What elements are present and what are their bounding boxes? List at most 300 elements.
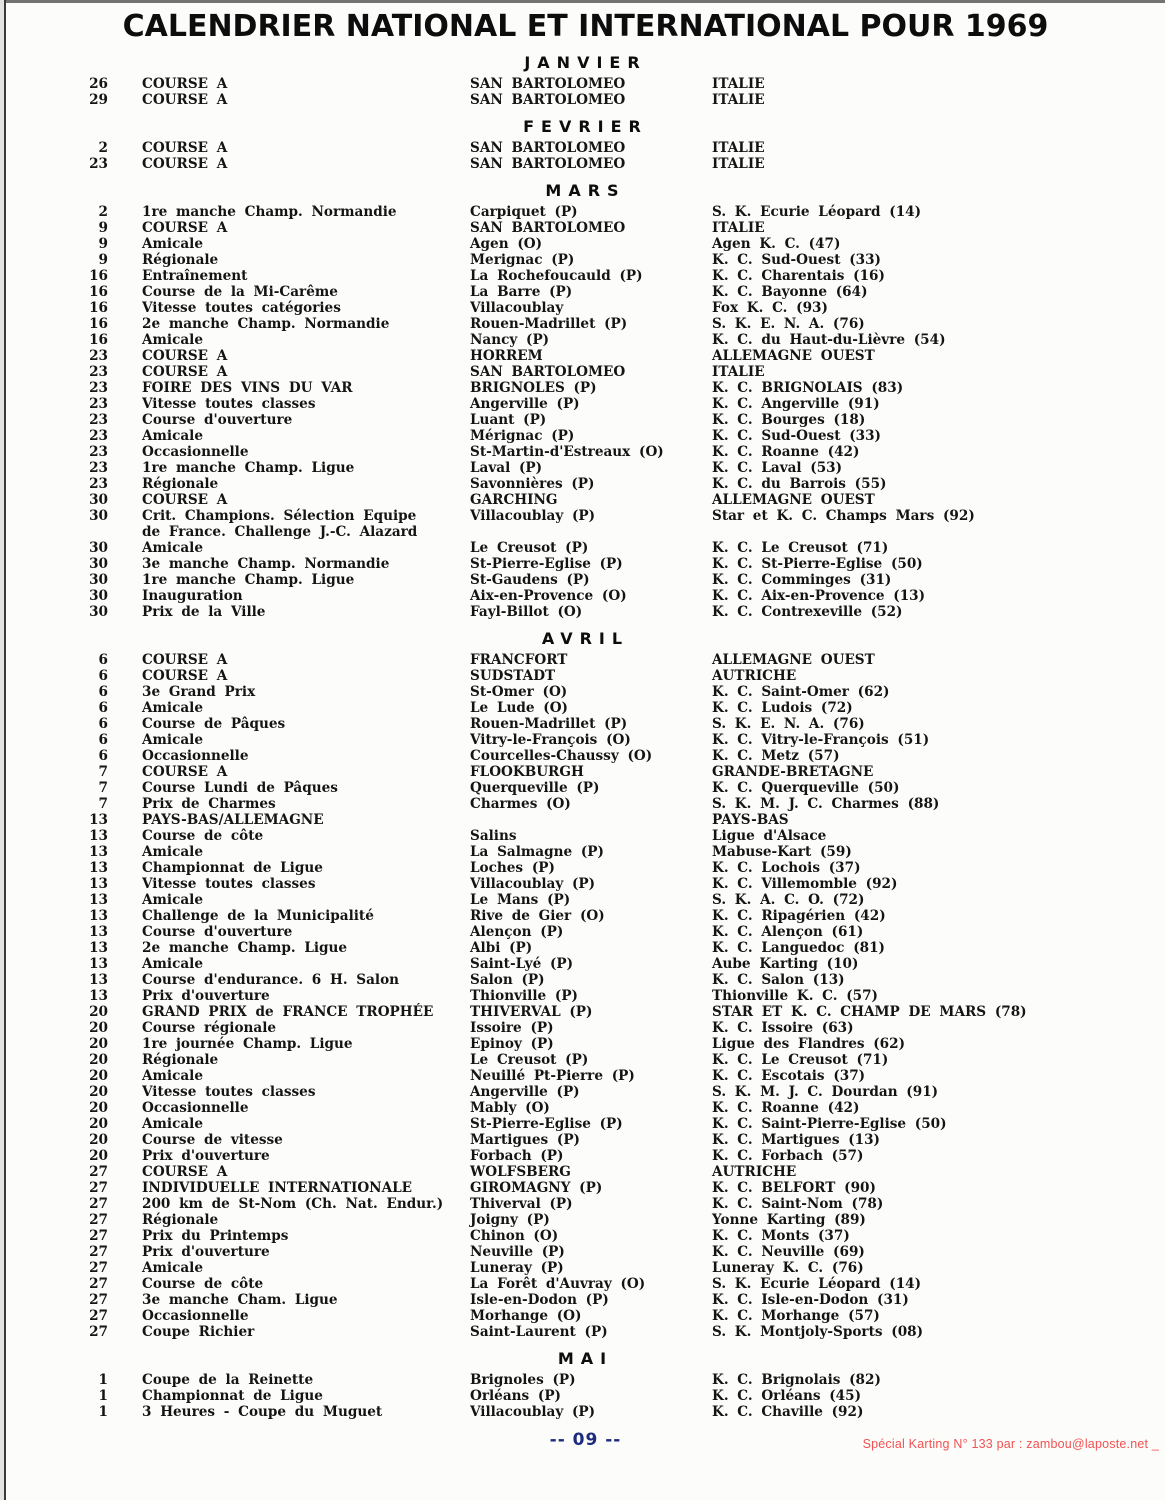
row-day: 1 — [98, 1404, 108, 1420]
row-organizer: ITALIE — [712, 364, 765, 380]
row-organizer: K. C. Bourges (18) — [712, 412, 866, 428]
row-event — [142, 1260, 470, 1276]
calendar-row — [6, 476, 1165, 492]
row-location: Albi (P) — [470, 940, 533, 956]
row-event-line1: Prix de Charmes — [142, 796, 276, 812]
row-location: Loches (P) — [470, 860, 555, 876]
row-event — [142, 1196, 470, 1212]
row-day: 16 — [89, 316, 108, 332]
row-event-line1: 2e manche Champ. Ligue — [142, 940, 348, 956]
row-event — [142, 1180, 470, 1196]
row-location: Villacoublay (P) — [470, 876, 596, 892]
row-event — [142, 156, 470, 172]
row-event-line1: COURSE A — [142, 668, 228, 684]
row-event — [142, 364, 470, 380]
calendar-row — [6, 220, 1165, 236]
row-day: 20 — [89, 1052, 108, 1068]
row-event-line1: COURSE A — [142, 220, 228, 236]
row-day: 30 — [89, 540, 108, 556]
row-location: THIVERVAL (P) — [470, 1004, 593, 1020]
row-location: Morhange (O) — [470, 1308, 582, 1324]
calendar-row — [6, 1196, 1165, 1212]
row-event-line1: COURSE A — [142, 1164, 228, 1180]
row-day: 7 — [98, 780, 108, 796]
row-event-line1: COURSE A — [142, 492, 228, 508]
row-event — [142, 1036, 470, 1052]
month-section — [6, 54, 1165, 108]
row-organizer: K. C. Comminges (31) — [712, 572, 892, 588]
row-event-line1: 2e manche Champ. Normandie — [142, 316, 390, 332]
row-organizer: Mabuse-Kart (59) — [712, 844, 852, 860]
row-location: Salon (P) — [470, 972, 545, 988]
row-day: 30 — [89, 588, 108, 604]
row-event — [142, 940, 470, 956]
calendar-row — [6, 252, 1165, 268]
row-organizer: K. C. Morhange (57) — [712, 1308, 880, 1324]
row-day: 13 — [89, 892, 108, 908]
calendar-row — [6, 604, 1165, 620]
calendar-row — [6, 412, 1165, 428]
row-day: 23 — [89, 156, 108, 172]
row-organizer: K. C. Forbach (57) — [712, 1148, 864, 1164]
row-location: Chinon (O) — [470, 1228, 559, 1244]
calendar-row — [6, 332, 1165, 348]
row-event-line1: Amicale — [142, 700, 203, 716]
row-event — [142, 716, 470, 732]
row-organizer: PAYS-BAS — [712, 812, 789, 828]
calendar-row — [6, 508, 1165, 540]
month-header: AVRIL — [541, 629, 630, 648]
row-location: Le Mans (P) — [470, 892, 571, 908]
row-location: Villacoublay (P) — [470, 508, 596, 524]
calendar-row — [6, 316, 1165, 332]
row-event-line1: Course de la Mi-Carême — [142, 284, 338, 300]
row-day: 13 — [89, 876, 108, 892]
row-event — [142, 508, 470, 540]
calendar-row — [6, 572, 1165, 588]
row-event-line1: Amicale — [142, 956, 203, 972]
row-organizer: ITALIE — [712, 156, 765, 172]
row-organizer: K. C. Chaville (92) — [712, 1404, 864, 1420]
row-day: 16 — [89, 300, 108, 316]
row-event — [142, 748, 470, 764]
row-event — [142, 1132, 470, 1148]
row-day: 20 — [89, 1020, 108, 1036]
row-organizer: K. C. Metz (57) — [712, 748, 840, 764]
row-event-line1: 1re manche Champ. Normandie — [142, 204, 397, 220]
calendar-row — [6, 892, 1165, 908]
row-day: 7 — [98, 764, 108, 780]
row-event — [142, 812, 470, 828]
row-event-line1: Amicale — [142, 1068, 203, 1084]
row-organizer: Thionville K. C. (57) — [712, 988, 878, 1004]
calendar-row — [6, 1036, 1165, 1052]
row-organizer: ALLEMAGNE OUEST — [712, 492, 875, 508]
row-day: 30 — [89, 604, 108, 620]
row-day: 6 — [98, 748, 108, 764]
row-location: SAN BARTOLOMEO — [470, 140, 626, 156]
row-location: Orléans (P) — [470, 1388, 561, 1404]
calendar-row — [6, 812, 1165, 828]
row-location: SUDSTADT — [470, 668, 556, 684]
row-location: La Salmagne (P) — [470, 844, 604, 860]
calendar-row — [6, 236, 1165, 252]
month-rows — [6, 1372, 1165, 1420]
row-event — [142, 252, 470, 268]
row-event-line1: Occasionnelle — [142, 1100, 249, 1116]
row-event — [142, 396, 470, 412]
row-organizer: K. C. Sud-Ouest (33) — [712, 252, 881, 268]
row-event-line2: de France. Challenge J.-C. Alazard — [142, 524, 418, 540]
row-day: 16 — [89, 268, 108, 284]
calendar-row — [6, 700, 1165, 716]
calendar-row — [6, 1116, 1165, 1132]
row-day: 7 — [98, 796, 108, 812]
row-organizer: S. K. E. N. A. (76) — [712, 716, 865, 732]
row-event — [142, 476, 470, 492]
row-event-line1: Course Lundi de Pâques — [142, 780, 338, 796]
row-day: 6 — [98, 700, 108, 716]
row-location: SAN BARTOLOMEO — [470, 92, 626, 108]
row-event — [142, 844, 470, 860]
row-location: SAN BARTOLOMEO — [470, 156, 626, 172]
calendar-row — [6, 1004, 1165, 1020]
row-event — [142, 220, 470, 236]
row-event-line1: COURSE A — [142, 140, 228, 156]
row-event — [142, 652, 470, 668]
row-event — [142, 700, 470, 716]
row-location: SAN BARTOLOMEO — [470, 364, 626, 380]
row-event — [142, 1244, 470, 1260]
row-event — [142, 1276, 470, 1292]
row-event-line1: 1re journée Champ. Ligue — [142, 1036, 353, 1052]
row-event-line1: GRAND PRIX de FRANCE TROPHÉE — [142, 1004, 434, 1020]
row-day: 20 — [89, 1100, 108, 1116]
row-event-line1: Amicale — [142, 732, 203, 748]
row-day: 27 — [89, 1244, 108, 1260]
row-event — [142, 1372, 470, 1388]
row-day: 30 — [89, 508, 108, 524]
row-event-line1: Amicale — [142, 1260, 203, 1276]
row-organizer: K. C. BRIGNOLAIS (83) — [712, 380, 904, 396]
calendar-row — [6, 972, 1165, 988]
calendar-row — [6, 364, 1165, 380]
row-day: 13 — [89, 828, 108, 844]
calendar-row — [6, 716, 1165, 732]
row-location: Aix-en-Provence (O) — [470, 588, 627, 604]
row-organizer: K. C. Escotais (37) — [712, 1068, 866, 1084]
row-event-line1: Course régionale — [142, 1020, 277, 1036]
month-section — [6, 118, 1165, 172]
row-event-line1: Vitesse toutes classes — [142, 396, 316, 412]
row-event-line1: Course de côte — [142, 828, 264, 844]
month-section — [6, 630, 1165, 1340]
calendar-row — [6, 1180, 1165, 1196]
month-header: FEVRIER — [523, 117, 648, 136]
month-rows — [6, 652, 1165, 1340]
row-event-line1: Amicale — [142, 844, 203, 860]
row-event-line1: Coupe Richier — [142, 1324, 255, 1340]
row-location: Saint-Lyé (P) — [470, 956, 574, 972]
row-event — [142, 284, 470, 300]
row-organizer: K. C. Brignolais (82) — [712, 1372, 881, 1388]
row-day: 27 — [89, 1324, 108, 1340]
row-day: 13 — [89, 956, 108, 972]
row-event-line1: Amicale — [142, 892, 203, 908]
row-event-line1: Amicale — [142, 428, 203, 444]
row-location: Savonnières (P) — [470, 476, 595, 492]
row-event-line1: Prix de la Ville — [142, 604, 266, 620]
row-event-line1: COURSE A — [142, 92, 228, 108]
row-event — [142, 460, 470, 476]
row-location: SAN BARTOLOMEO — [470, 76, 626, 92]
row-day: 27 — [89, 1228, 108, 1244]
row-event — [142, 1212, 470, 1228]
row-event-line1: Prix d'ouverture — [142, 988, 270, 1004]
row-event — [142, 428, 470, 444]
row-event — [142, 316, 470, 332]
calendar-row — [6, 444, 1165, 460]
row-day: 13 — [89, 940, 108, 956]
row-event — [142, 268, 470, 284]
row-location: Mably (O) — [470, 1100, 550, 1116]
row-location: St-Pierre-Eglise (P) — [470, 556, 623, 572]
row-event — [142, 604, 470, 620]
row-organizer: K. C. Saint-Omer (62) — [712, 684, 890, 700]
row-event-line1: Vitesse toutes catégories — [142, 300, 341, 316]
row-day: 20 — [89, 1084, 108, 1100]
row-day: 23 — [89, 476, 108, 492]
row-day: 23 — [89, 444, 108, 460]
row-location: Rouen-Madrillet (P) — [470, 316, 628, 332]
row-location: Le Creusot (P) — [470, 540, 589, 556]
row-organizer: K. C. BELFORT (90) — [712, 1180, 876, 1196]
row-location: Angerville (P) — [470, 396, 580, 412]
row-location: Villacoublay — [470, 300, 564, 316]
row-event-line1: Prix d'ouverture — [142, 1148, 270, 1164]
row-location: Issoire (P) — [470, 1020, 554, 1036]
row-organizer: K. C. Contrexeville (52) — [712, 604, 903, 620]
row-organizer: K. C. Sud-Ouest (33) — [712, 428, 881, 444]
calendar-row — [6, 556, 1165, 572]
calendar-row — [6, 828, 1165, 844]
calendar-row — [6, 876, 1165, 892]
row-organizer: K. C. Issoire (63) — [712, 1020, 854, 1036]
row-location: WOLFSBERG — [470, 1164, 571, 1180]
row-organizer: ALLEMAGNE OUEST — [712, 348, 875, 364]
calendar-row — [6, 1148, 1165, 1164]
row-event-line1: Course de côte — [142, 1276, 264, 1292]
row-day: 23 — [89, 428, 108, 444]
row-event — [142, 1052, 470, 1068]
calendar-row — [6, 1276, 1165, 1292]
row-event-line1: Course d'ouverture — [142, 412, 293, 428]
row-event — [142, 204, 470, 220]
calendar-row — [6, 652, 1165, 668]
row-organizer: ALLEMAGNE OUEST — [712, 652, 875, 668]
row-day: 26 — [89, 76, 108, 92]
calendar-row — [6, 1372, 1165, 1388]
row-location: Charmes (O) — [470, 796, 571, 812]
row-event-line1: Inauguration — [142, 588, 243, 604]
row-event — [142, 1100, 470, 1116]
row-day: 30 — [89, 572, 108, 588]
row-day: 20 — [89, 1068, 108, 1084]
row-organizer: STAR ET K. C. CHAMP DE MARS (78) — [712, 1004, 1027, 1020]
row-organizer: Yonne Karting (89) — [712, 1212, 866, 1228]
row-location: Laval (P) — [470, 460, 543, 476]
row-event — [142, 380, 470, 396]
row-location: Rouen-Madrillet (P) — [470, 716, 628, 732]
row-location: BRIGNOLES (P) — [470, 380, 597, 396]
row-location: Fayl-Billot (O) — [470, 604, 583, 620]
row-day: 16 — [89, 284, 108, 300]
row-organizer: K. C. Salon (13) — [712, 972, 845, 988]
row-event-line1: COURSE A — [142, 364, 228, 380]
row-day: 27 — [89, 1308, 108, 1324]
row-event-line1: Amicale — [142, 540, 203, 556]
calendar-row — [6, 300, 1165, 316]
row-event — [142, 300, 470, 316]
row-event — [142, 1308, 470, 1324]
row-day: 16 — [89, 332, 108, 348]
row-day: 9 — [98, 236, 108, 252]
row-event-line1: Régionale — [142, 476, 219, 492]
calendar-row — [6, 348, 1165, 364]
row-location: Brignoles (P) — [470, 1372, 576, 1388]
row-day: 6 — [98, 668, 108, 684]
row-day: 2 — [98, 204, 108, 220]
row-organizer: K. C. Le Creusot (71) — [712, 540, 889, 556]
row-location: GARCHING — [470, 492, 558, 508]
row-organizer: K. C. Villemomble (92) — [712, 876, 898, 892]
row-organizer: S. K. Montjoly-Sports (08) — [712, 1324, 924, 1340]
row-event-line1: Occasionnelle — [142, 748, 249, 764]
calendar-row — [6, 956, 1165, 972]
calendar-row — [6, 732, 1165, 748]
row-location: FLOOKBURGH — [470, 764, 584, 780]
calendar-row — [6, 1132, 1165, 1148]
calendar-row — [6, 860, 1165, 876]
row-event — [142, 860, 470, 876]
row-organizer: ITALIE — [712, 76, 765, 92]
row-event — [142, 1388, 470, 1404]
row-event-line1: 1re manche Champ. Ligue — [142, 460, 355, 476]
row-organizer: ITALIE — [712, 220, 765, 236]
row-day: 29 — [89, 92, 108, 108]
row-location: Nancy (P) — [470, 332, 550, 348]
calendar-row — [6, 844, 1165, 860]
page-top-border — [0, 0, 1165, 3]
row-event — [142, 572, 470, 588]
calendar-row — [6, 1404, 1165, 1420]
row-location: Epinoy (P) — [470, 1036, 554, 1052]
row-location: Thiverval (P) — [470, 1196, 573, 1212]
row-day: 1 — [98, 1388, 108, 1404]
credit-note: Spécial Karting N° 133 par : zambou@laposte.net _ — [862, 1437, 1159, 1451]
calendar-row — [6, 588, 1165, 604]
row-event-line1: PAYS-BAS/ALLEMAGNE — [142, 812, 324, 828]
row-event-line1: Prix d'ouverture — [142, 1244, 270, 1260]
page-content — [0, 10, 1165, 1456]
row-location: Le Creusot (P) — [470, 1052, 589, 1068]
row-location: GIROMAGNY (P) — [470, 1180, 603, 1196]
calendar-row — [6, 1292, 1165, 1308]
row-event-line1: Vitesse toutes classes — [142, 1084, 316, 1100]
calendar-row — [6, 460, 1165, 476]
calendar-row — [6, 780, 1165, 796]
row-event — [142, 556, 470, 572]
row-event — [142, 924, 470, 940]
row-location: La Forêt d'Auvray (O) — [470, 1276, 646, 1292]
row-event-line1: Course d'endurance. 6 H. Salon — [142, 972, 400, 988]
row-day: 23 — [89, 460, 108, 476]
row-organizer: AUTRICHE — [712, 1164, 797, 1180]
row-day: 27 — [89, 1276, 108, 1292]
row-day: 13 — [89, 972, 108, 988]
row-organizer: K. C. Bayonne (64) — [712, 284, 868, 300]
row-event — [142, 780, 470, 796]
calendar-row — [6, 428, 1165, 444]
row-event-line1: Course d'ouverture — [142, 924, 293, 940]
row-location: HORREM — [470, 348, 543, 364]
row-event-line1: 3e manche Champ. Normandie — [142, 556, 390, 572]
row-event — [142, 684, 470, 700]
calendar-row — [6, 156, 1165, 172]
row-event — [142, 892, 470, 908]
row-event — [142, 988, 470, 1004]
row-day: 23 — [89, 364, 108, 380]
row-event-line1: Championnat de Ligue — [142, 860, 323, 876]
row-day: 30 — [89, 556, 108, 572]
row-day: 6 — [98, 732, 108, 748]
row-organizer: Ligue des Flandres (62) — [712, 1036, 906, 1052]
row-event-line1: COURSE A — [142, 652, 228, 668]
row-organizer: K. C. Angerville (91) — [712, 396, 880, 412]
row-organizer: K. C. Neuville (69) — [712, 1244, 865, 1260]
row-event — [142, 1004, 470, 1020]
row-event-line1: FOIRE DES VINS DU VAR — [142, 380, 353, 396]
row-location: St-Pierre-Eglise (P) — [470, 1116, 623, 1132]
calendar-row — [6, 1212, 1165, 1228]
row-event — [142, 668, 470, 684]
calendar-row — [6, 1020, 1165, 1036]
row-location: St-Omer (O) — [470, 684, 568, 700]
row-organizer: K. C. Querqueville (50) — [712, 780, 900, 796]
row-organizer: Luneray K. C. (76) — [712, 1260, 864, 1276]
row-organizer: ITALIE — [712, 92, 765, 108]
row-event-line1: 3e Grand Prix — [142, 684, 256, 700]
row-organizer: S. K. M. J. C. Dourdan (91) — [712, 1084, 939, 1100]
row-organizer: ITALIE — [712, 140, 765, 156]
row-organizer: K. C. Isle-en-Dodon (31) — [712, 1292, 909, 1308]
row-location: Le Lude (O) — [470, 700, 568, 716]
row-event-line1: Régionale — [142, 1212, 219, 1228]
row-event-line1: Amicale — [142, 1116, 203, 1132]
month-header: MAI — [557, 1349, 614, 1368]
calendar-row — [6, 940, 1165, 956]
row-day: 20 — [89, 1036, 108, 1052]
row-location: La Barre (P) — [470, 284, 573, 300]
row-event — [142, 732, 470, 748]
row-location: Courcelles-Chaussy (O) — [470, 748, 653, 764]
calendar-row — [6, 668, 1165, 684]
row-event-line1: Challenge de la Municipalité — [142, 908, 374, 924]
calendar-row — [6, 1324, 1165, 1340]
row-day: 6 — [98, 652, 108, 668]
row-event-line1: 200 km de St-Nom (Ch. Nat. Endur.) — [142, 1196, 444, 1212]
row-location: SAN BARTOLOMEO — [470, 220, 626, 236]
